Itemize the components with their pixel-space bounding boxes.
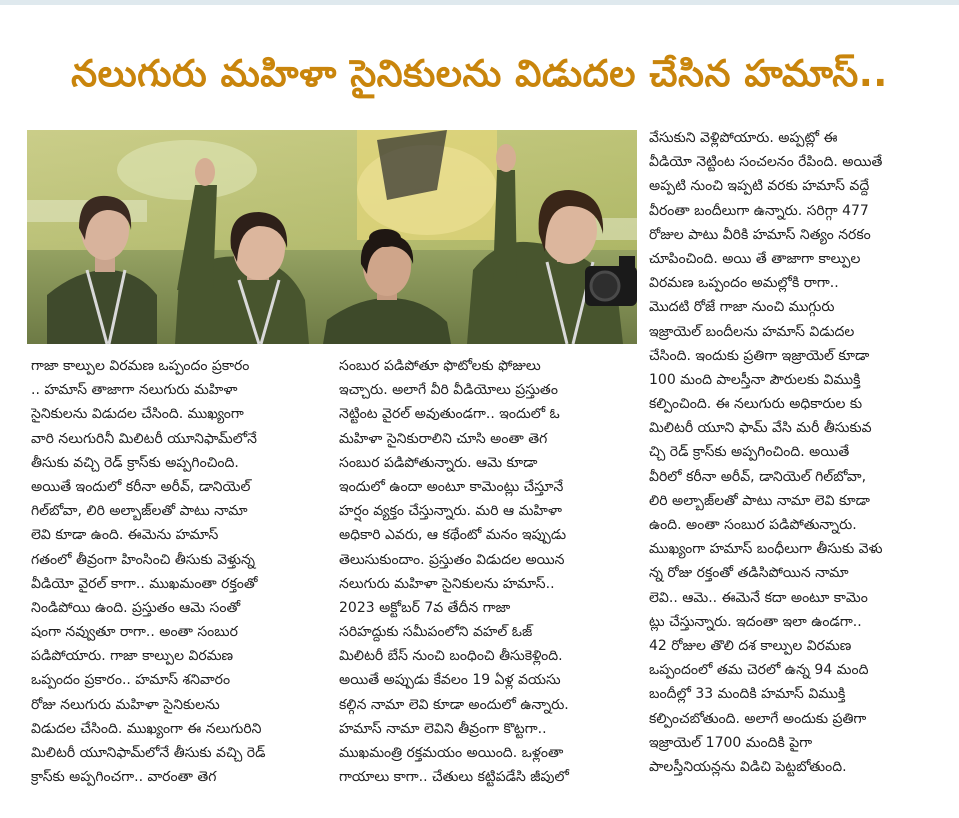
text-line: వీడియో నెట్టింట సంచలనం రేపింది. అయితే bbox=[649, 154, 883, 171]
text-line: చ్చి రెడ్ క్రాస్‌కు అప్పగించింది. అయితే bbox=[649, 444, 850, 461]
text-line: కల్గిన నామా లెవి కూడా అందులో ఉన్నారు. bbox=[339, 696, 569, 713]
text-line: అప్పటి నుంచి ఇప్పటి వరకు హమాస్ వద్దే bbox=[649, 178, 870, 195]
photo-illustration bbox=[27, 130, 637, 344]
text-line: సంబుర పడిపోతున్నారు. ఆమె కూడా bbox=[339, 454, 538, 471]
text-line: సంబుర పడిపోతూ ఫొటోలకు ఫోజులు bbox=[339, 358, 541, 374]
text-line: 100 మంది పాలస్తీనా పౌరులకు విముక్తి bbox=[649, 371, 861, 388]
text-line: పాలస్తీనియన్లను విడిచి పెట్టబోతుంది. bbox=[649, 758, 847, 775]
text-line: మహిళా సైనికురాలిని చూసి అంతా తెగ bbox=[339, 430, 548, 447]
text-line: అయితే ఇందులో కరీనా అరీవ్, డానియెల్ bbox=[31, 478, 251, 495]
text-line: ఇందులో ఉందా అంటూ కామెంట్లు చేస్తూనే bbox=[339, 478, 564, 495]
text-line: న్న రోజు రక్తంతో తడిసిపోయిన నామా bbox=[649, 565, 849, 582]
text-line: రోజుల పాటు వీరికి హమాస్ నిత్యం నరకం bbox=[649, 226, 871, 243]
text-line: గాజా కాల్పుల విరమణ ఒప్పందం ప్రకారం bbox=[31, 358, 250, 374]
article-column-3 bbox=[649, 126, 954, 779]
text-line: నిండిపోయి ఉంది. ప్రస్తుతం ఆమె సంతో bbox=[31, 599, 241, 616]
text-line: వీరిలో కరీనా అరీవ్, డానియెల్ గిల్‌బోవా, bbox=[649, 468, 867, 485]
text-line: హమాస్ నామా లెవిని తీవ్రంగా కొట్టగా.. bbox=[339, 720, 547, 737]
text-line: ట్లు చేస్తున్నారు. ఇదంతా ఇలా ఉండగా.. bbox=[649, 613, 862, 630]
text-line: లెవి.. ఆమె.. ఈమెనే కదా అంటూ కామెం bbox=[649, 589, 868, 606]
news-photo bbox=[27, 130, 637, 344]
text-line: కల్పించింది. ఈ నలుగురు అధికారుల కు bbox=[649, 396, 863, 413]
text-line: లెవి కూడా ఉంది. ఈమెను హమాస్ bbox=[31, 527, 219, 544]
text-line: వీడియో వైరల్ కాగా.. ముఖమంతా రక్తంతో bbox=[31, 575, 258, 592]
text-line: .. హమాస్ తాజాగా నలుగురు మహిళా bbox=[31, 382, 238, 399]
text-line: మిలిటరీ యూనిఫామ్‌లోనే తీసుకు వచ్చి రెడ్ bbox=[31, 745, 266, 761]
text-line: నలుగురు మహిళా సైనికులను హమాస్.. bbox=[339, 575, 555, 592]
text-line: ఇజ్రాయెల్ బందీలను హమాస్ విడుదల bbox=[649, 323, 855, 340]
text-line: చూపించింది. అయి తే తాజాగా కాల్పుల bbox=[649, 250, 861, 267]
article-column-2 bbox=[339, 354, 636, 789]
text-line: తెలుసుకుందాం. ప్రస్తుతం విడుదల అయిన bbox=[339, 551, 565, 568]
text-line: తీసుకు వచ్చి రెడ్ క్రాస్‌కు అప్పగించింది. bbox=[31, 454, 239, 471]
text-line: పడిపోయారు. గాజా కాల్పుల విరమణ bbox=[31, 648, 234, 665]
text-line: వేసుకుని వెళ్లిపోయారు. అప్పట్లో ఈ bbox=[649, 130, 838, 146]
text-line: అధికారి ఎవరు, ఆ కథేంటో మనం ఇప్పుడు bbox=[339, 527, 567, 544]
headline: నలుగురు మహిళా సైనికులను విడుదల చేసిన హమాస్.. bbox=[71, 52, 888, 95]
text-line: నెట్టింట వైరల్ అవుతుండగా.. ఇందులో ఓ bbox=[339, 406, 560, 423]
top-strip bbox=[0, 0, 959, 5]
text-line: అయితే అప్పుడు కేవలం 19 ఏళ్ల వయసు bbox=[339, 672, 561, 689]
text-line: మిలిటరీ యూని ఫామ్ వేసి మరీ తీసుకువ bbox=[649, 420, 872, 437]
text-line: గిల్‌బోవా, లిరి అల్బాజ్‌లతో పాటు నామా bbox=[31, 503, 248, 520]
text-line: సైనికులను విడుదల చేసింది. ముఖ్యంగా bbox=[31, 406, 244, 423]
text-line: విడుదల చేసింది. ముఖ్యంగా ఈ నలుగురిని bbox=[31, 720, 262, 737]
text-line: లిరి అల్బాజ్‌లతో పాటు నామా లెవి కూడా bbox=[649, 492, 870, 509]
text-line: షంగా నవ్వుతూ రాగా.. అంతా సంబుర bbox=[31, 624, 238, 641]
text-line: గాయాలు కాగా.. చేతులు కట్టిపడేసి జీపులో bbox=[339, 769, 569, 786]
text-line: కల్పించబోతుంది. అలాగే అందుకు ప్రతిగా bbox=[649, 710, 867, 727]
text-line: ఇచ్చారు. అలాగే వీరి వీడియోలు ప్రస్తుతం bbox=[339, 382, 558, 399]
text-line: మిలిటరీ బేస్ నుంచి బంధించి తీసుకెళ్లింది. bbox=[339, 648, 563, 665]
text-line: గతంలో తీవ్రంగా హింసించి తీసుకు వెళ్తున్న bbox=[31, 551, 255, 568]
text-line: విరమణ ఒప్పందం అమల్లోకి రాగా.. bbox=[649, 275, 839, 292]
text-line: 42 రోజుల తొలి దశ కాల్పుల విరమణ bbox=[649, 637, 852, 654]
text-line: సరిహద్దుకు సమీపంలోని వహల్ ఓజ్ bbox=[339, 624, 533, 641]
text-line: ముఖమంత్రి రక్తమయం అయింది. ఒళ్లంతా bbox=[339, 745, 564, 761]
text-line: రోజు నలుగురు మహిళా సైనికులను bbox=[31, 696, 220, 713]
text-line: ఉంది. అంతా సంబుర పడిపోతున్నారు. bbox=[649, 517, 857, 533]
text-line: ఒప్పందం ప్రకారం.. హమాస్ శనివారం bbox=[31, 672, 231, 689]
text-line: వీరంతా బందీలుగా ఉన్నారు. సరిగ్గా 477 bbox=[649, 202, 869, 219]
text-line: బందీల్లో 33 మందికి హమాస్ విముక్తి bbox=[649, 686, 846, 703]
text-line: వారి నలుగురినీ మిలిటరీ యూనిఫామ్‌లోనే bbox=[31, 430, 257, 447]
text-line: ముఖ్యంగా హమాస్ బంధీలుగా తీసుకు వెళు bbox=[649, 541, 883, 558]
text-line: క్రాస్‌కు అప్పగించగా.. వారంతా తెగ bbox=[31, 769, 217, 786]
text-line: ఇజ్రాయెల్ 1700 మందికి పైగా bbox=[649, 734, 813, 751]
text-line: మొదటి రోజే గాజా నుంచి ముగ్గురు bbox=[649, 299, 835, 316]
article-column-1 bbox=[31, 354, 331, 789]
text-line: హర్షం వ్యక్తం చేస్తున్నారు. మరి ఆ మహిళా bbox=[339, 503, 562, 520]
text-line: చేసింది. ఇందుకు ప్రతిగా ఇజ్రాయెల్ కూడా bbox=[649, 347, 870, 364]
text-line: 2023 అక్టోబర్ 7వ తేదీన గాజా bbox=[339, 599, 511, 616]
text-line: ఒప్పందంలో తమ చెరలో ఉన్న 94 మంది bbox=[649, 662, 869, 679]
